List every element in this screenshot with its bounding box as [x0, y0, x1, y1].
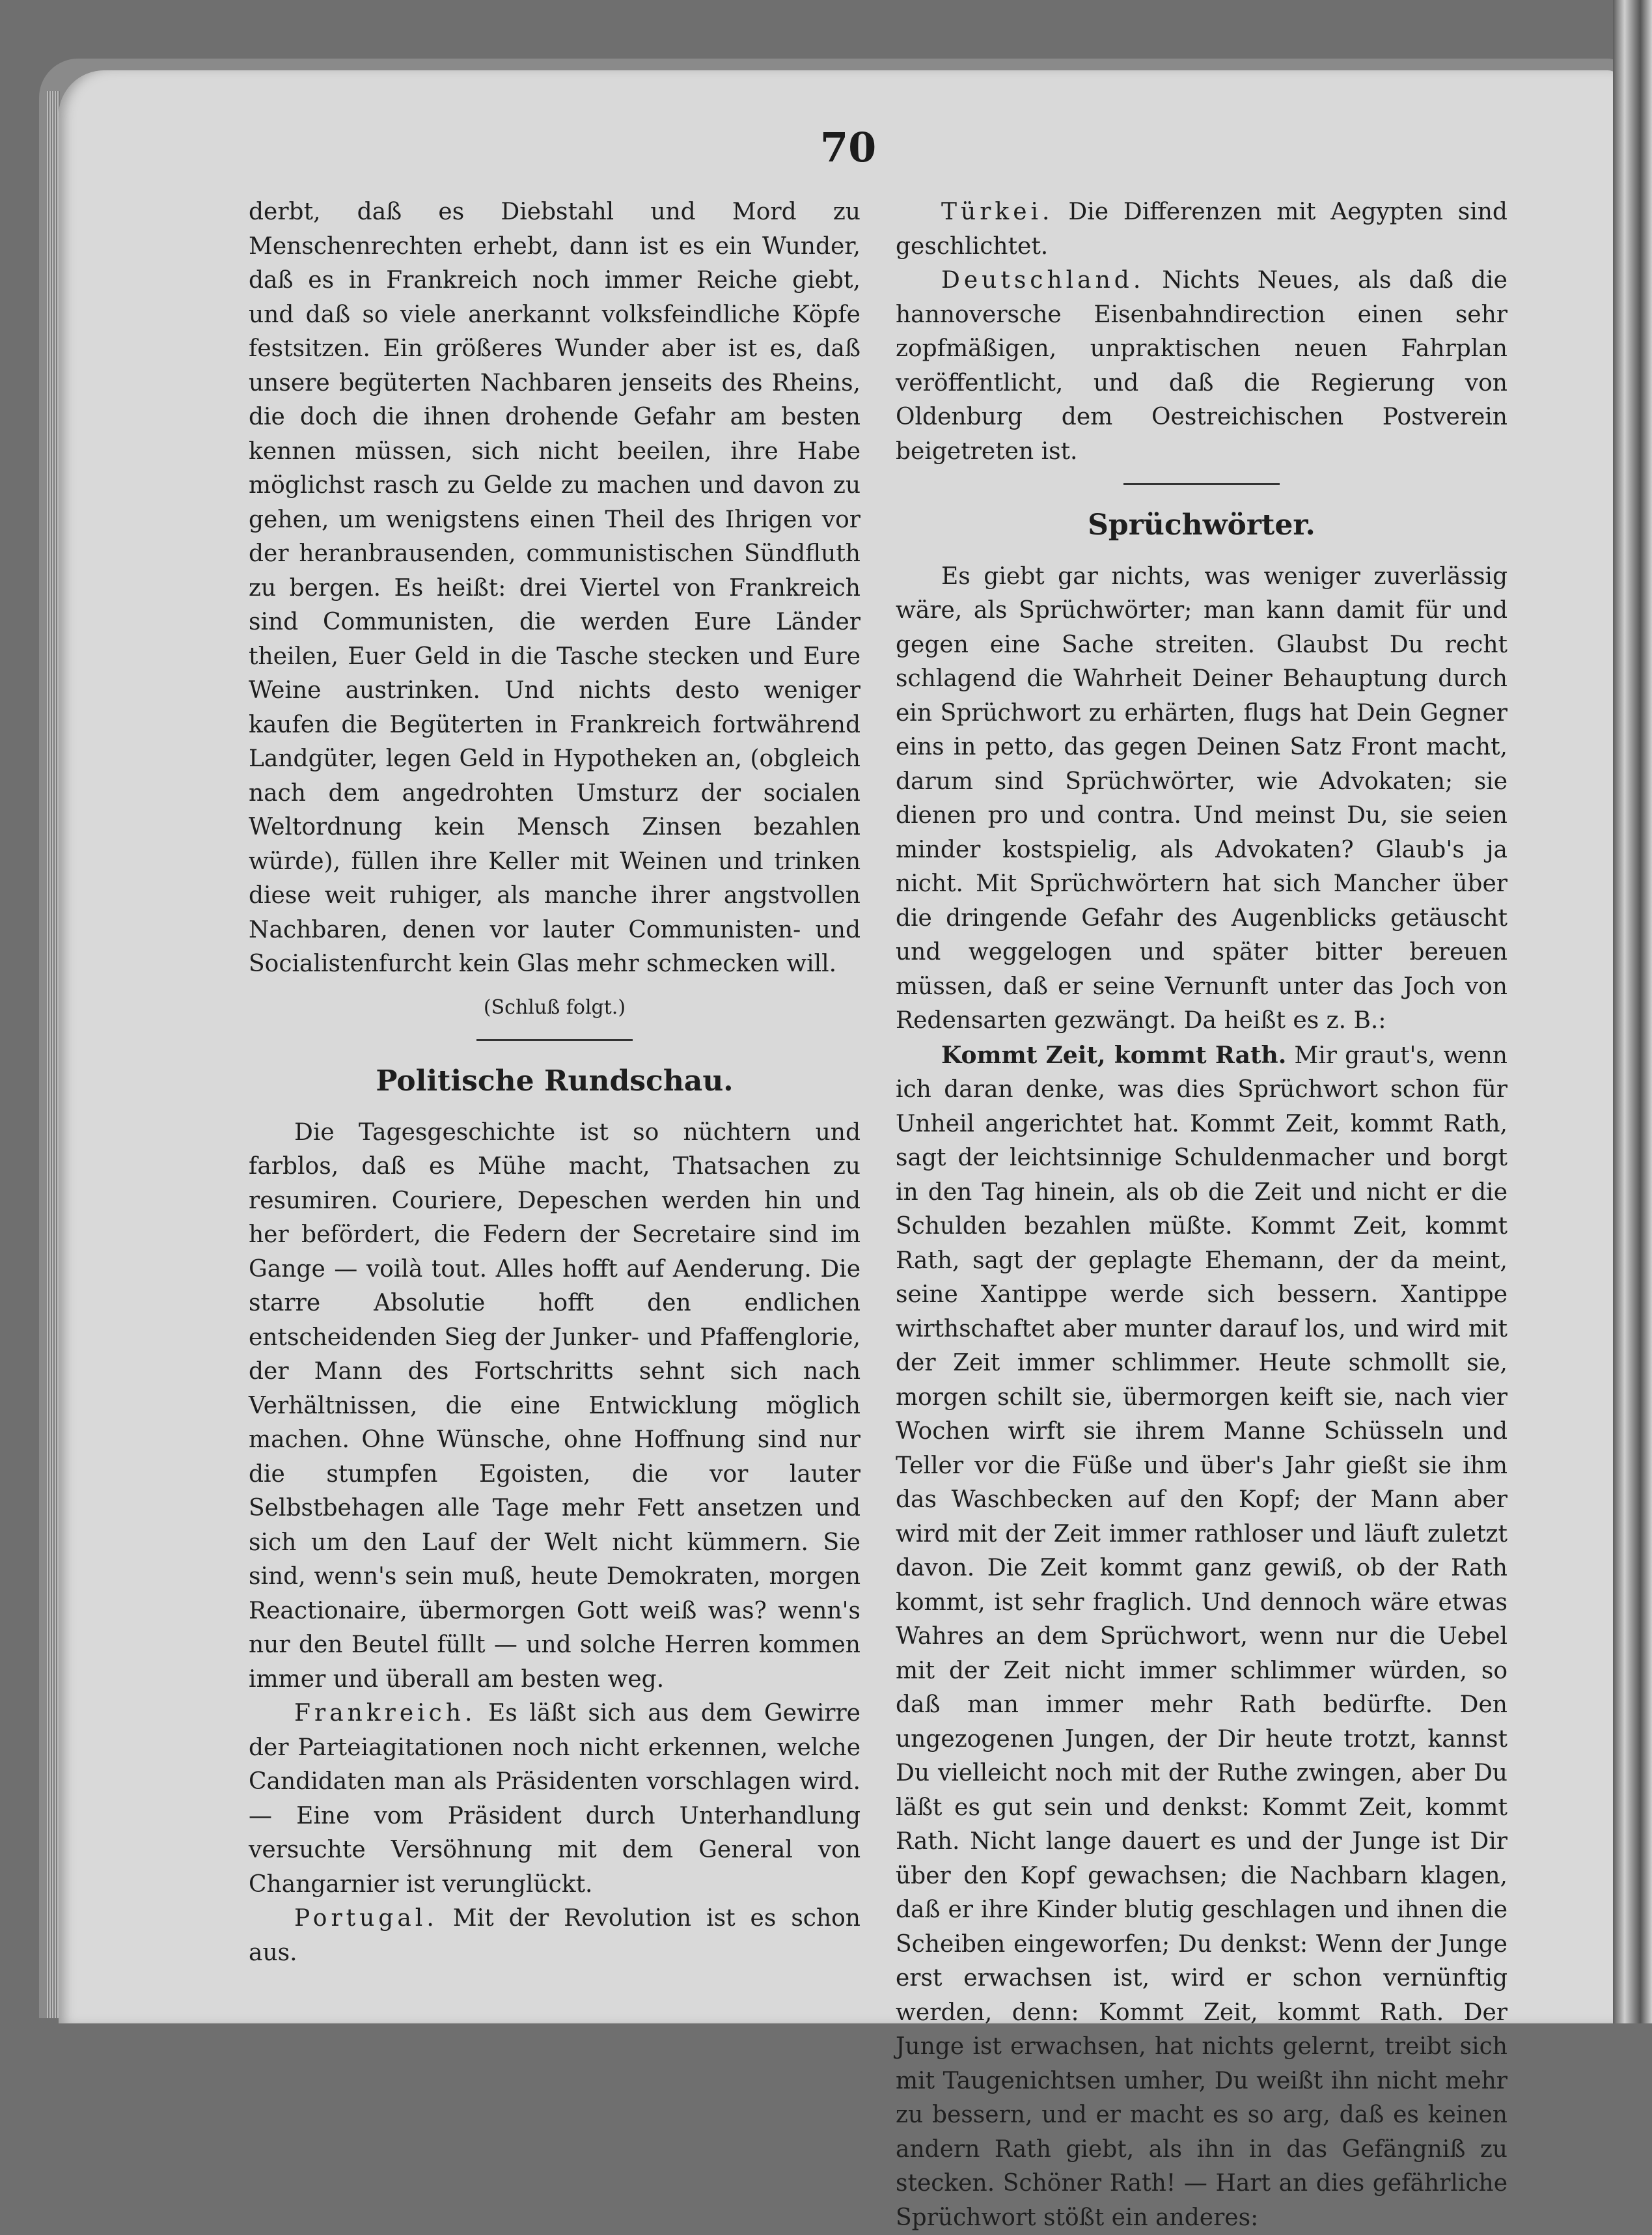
page-stack-edge — [47, 91, 60, 2018]
continued-note: (Schluß folgt.) — [249, 991, 860, 1025]
paragraph-text: Die Differenzen mit Aegypten sind geschlichtet. — [896, 199, 1507, 260]
section-title: Sprüchwörter. — [896, 508, 1507, 543]
proverb-heading: Kommt Zeit, kommt Rath. — [941, 1042, 1286, 1069]
country-heading: Deutschland. — [941, 267, 1144, 294]
paragraph: Die Tagesgeschichte ist so nüchtern und farblos, daß es Mühe macht, Thatsachen zu resumiren. Couriere, Depeschen werden hin und her befördert, die Federn der Secretaire sind im Gange — voilà tout. Alles hofft auf Aenderung. Die starre Absolutie hofft den endlichen entscheidenden Sieg der Junker- und Pfaffenglorie, der Mann des Fortschritts sehnt sich nach Verhältnissen, die eine Entwicklung möglich machen. Ohne Wünsche, ohne Hoffnung sind nur die stumpfen Egoisten, die vor lauter Selbstbehagen alle Tage mehr Fett ansetzen und sich um den Lauf der Welt nicht kümmern. Sie sind, wenn's sein muß, heute Demokraten, morgen Reactionaire, übermorgen Gott weiß was? wenn's nur den Beutel füllt — und solche Herren kommen immer und überall am besten weg. — [249, 1116, 860, 1697]
paragraph-text: Mir graut's, wenn ich daran denke, was dies Sprüchwort schon für Unheil angerichtet hat. Kommt Zeit, kommt Rath, sagt der leichtsinnige Schuldenmacher und borgt in den Tag hinein, als ob die Zeit und nicht er die Schulden bezahlen müßte. Kommt Zeit, kommt Rath, sagt der geplagte Ehemann, der da meint, seine Xantippe werde sich bessern. Xantippe wirthschaftet aber munter darauf los, und wird mit der Zeit immer schlimmer. Heute schmollt sie, morgen schilt sie, übermorgen keift sie, nach vier Wochen wirft sie ihrem Manne Schüsseln und Teller vor die Füße und über's Jahr gießt sie ihm das Waschbecken auf den Kopf; der Mann aber wird mit der Zeit immer rathloser und läuft zuletzt davon. Die Zeit kommt ganz gewiß, ob der Rath kommt, ist sehr fraglich. Und dennoch wäre etwas Wahres an dem Sprüchwort, wenn nur die Uebel mit der Zeit nicht immer schlimmer würden, so daß man immer mehr Rath bedürfte. Den ungezogenen Jungen, der Dir heute trotzt, kannst Du vielleicht noch mit der Ruthe zwingen, aber Du läßt es gut sein und denkst: Kommt Zeit, kommt Rath. Nicht lange dauert es und der Junge ist Dir über den Kopf gewachsen; die Nachbarn klagen, daß er ihre Kinder blutig geschlagen und ihnen die Scheiben eingeworfen; Du denkst: Wenn der Junge erst erwachsen ist, wird er schon vernünftig werden, denn: Kommt Zeit, kommt Rath. Der Junge ist erwachsen, hat nichts gelernt, treibt sich mit Taugenichtsen umher, Du weißt ihn nicht mehr zu bessern, und er macht es so arg, daß es keinen andern Rath giebt, als ihn in das Gefängniß zu stecken. Schöner Rath! — Hart an dies gefährliche Sprüchwort stößt ein anderes: — [896, 1042, 1507, 2231]
paragraph — [249, 1697, 860, 1902]
paragraph-text: Es läßt sich aus dem Gewirre der Parteiagitationen noch nicht erkennen, welche Candidaten man als Präsidenten vorschlagen wird. — Eine vom Präsident durch Unterhandlung versuchte Versöhnung mit dem General von Changarnier ist verunglückt. — [249, 1700, 860, 1898]
country-heading: Portugal. — [294, 1905, 438, 1932]
paragraph — [896, 264, 1507, 469]
paragraph: Es giebt gar nichts, was weniger zuverlässig wäre, als Sprüchwörter; man kann damit für und gegen eine Sache streiten. Glaubst Du recht schlagend die Wahrheit Deiner Behauptung durch ein Sprüchwort zu erhärten, flugs hat Dein Gegner eins in petto, das gegen Deinen Satz Front macht, darum sind Sprüchwörter, wie Advokaten; sie dienen pro und contra. Und meinst Du, sie seien minder kostspielig, als Advokaten? Glaub's ja nicht. Mit Sprüchwörtern hat sich Mancher über die dringende Gefahr des Augenblicks getäuscht und weggelogen und später bitter bereuen müssen, daß er seine Vernunft unter das Joch von Redensarten gezwängt. Da heißt es z. B.: — [896, 560, 1507, 1038]
paragraph — [896, 195, 1507, 264]
paragraph — [896, 1038, 1507, 2235]
paragraph: derbt, daß es Diebstahl und Mord zu Menschenrechten erhebt, dann ist es ein Wunder, daß es in Frankreich noch immer Reiche giebt, und daß so viele anerkannt volksfeindliche Köpfe festsitzen. Ein größeres Wunder aber ist es, daß unsere begüterten Nachbaren jenseits des Rheins, die doch die ihnen drohende Gefahr am besten kennen müssen, sich nicht beeilen, ihre Habe möglichst rasch zu Gelde zu machen und davon zu gehen, um wenigstens einen Theil des Ihrigen vor der heranbrausenden, communistischen Sündfluth zu bergen. Es heißt: drei Viertel von Frankreich sind Communisten, die werden Eure Länder theilen, Euer Geld in die Tasche stecken und Eure Weine austrinken. Und nichts desto weniger kaufen die Begüterten in Frankreich fortwährend Landgüter, legen Geld in Hypotheken an, (obgleich nach dem angedrohten Umsturz der socialen Weltordnung kein Mensch Zinsen bezahlen würde), füllen ihre Keller mit Weinen und trinken diese weit ruhiger, als manche ihrer angstvollen Nachbaren, denen vor lauter Communisten- und Socialistenfurcht kein Glas mehr schmecken will. — [249, 195, 860, 982]
paragraph — [249, 1902, 860, 1970]
section-divider — [476, 1039, 633, 1041]
country-heading: Frankreich. — [294, 1700, 476, 1727]
left-column — [249, 195, 860, 1970]
section-title: Politische Rundschau. — [249, 1064, 860, 1099]
right-column — [896, 195, 1507, 2235]
country-heading: Türkei. — [941, 199, 1053, 225]
page-number: 70 — [820, 124, 876, 171]
section-divider — [1123, 483, 1280, 485]
book-gutter — [1613, 0, 1652, 2023]
paragraph-text: Nichts Neues, als daß die hannoversche Eisenbahndirection einen sehr zopfmäßigen, unpraktischen neuen Fahrplan veröffentlicht, und daß die Regierung von Oldenburg dem Oestreichischen Postverein beigetreten ist. — [896, 267, 1507, 465]
paragraph-text: Mit der Revolution ist es schon aus. — [249, 1905, 860, 1966]
